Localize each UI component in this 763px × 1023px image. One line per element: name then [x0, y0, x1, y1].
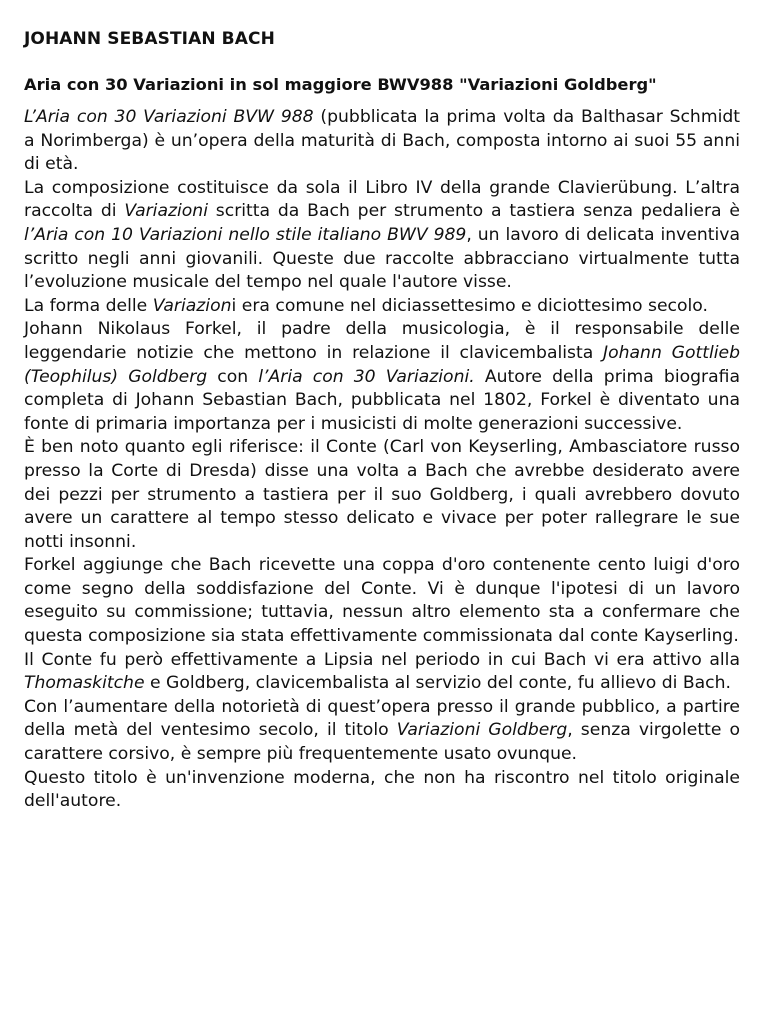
italic-text: L’Aria con 30 Variazioni BVW 988	[24, 107, 314, 127]
paragraph-text: , senza virgolette o carattere corsivo, è sempre più frequentemente usato ovunque.	[24, 720, 740, 765]
paragraph	[24, 767, 740, 814]
italic-text: l’Aria con 30 Variazioni.	[258, 366, 475, 387]
paragraph-text: (pubblicata la prima volta da Balthasar Schmidt a Norimberga) è un’opera della maturità di Bach, composta intorno ai suoi 55 anni di età.	[24, 107, 740, 175]
paragraph	[24, 106, 740, 177]
author-heading: JOHANN SEBASTIAN BACH	[24, 29, 275, 49]
paragraph-text: Il Conte fu però effettivamente a Lipsia nel periodo in cui Bach vi era attivo alla	[24, 649, 740, 670]
paragraph-text: i era comune nel diciassettesimo e diciottesimo secolo.	[231, 295, 708, 316]
work-title: Aria con 30 Variazioni in sol maggiore BWV988 "Variazioni Goldberg"	[24, 75, 657, 94]
italic-text: Variazioni	[124, 201, 208, 222]
paragraph-text: , un lavoro di delicata inventiva scritto negli anni giovanili. Queste due raccolte abbracciano virtualmente tutta l’evoluzione musicale del tempo nel quale l'autore visse.	[24, 224, 741, 293]
paragraph-text: Con l’aumentare della notorietà di quest’opera presso il grande pubblico, a partire della metà del ventesimo secolo, il titolo	[24, 696, 740, 741]
italic-text: l’Aria con 10 Variazioni nello stile italiano BWV 989	[24, 224, 467, 245]
paragraph	[24, 554, 740, 648]
document-page	[24, 28, 740, 814]
paragraph	[24, 696, 740, 767]
paragraph-text: È ben noto quanto egli riferisce: il Conte (Carl von Keyserling, Ambasciatore russo presso la Corte di Dresda) disse una volta a Bach che avrebbe desiderato avere dei pezzi per strumento a tastiera per il suo Goldberg, i quali avrebbero dovuto avere un carattere al tempo stesso delicato e vivace per poter rallegrare le sue notti insonni.	[24, 437, 740, 552]
paragraph-text: Johann Nikolaus Forkel, il padre della musicologia, è il responsabile delle leggendarie notizie che mettono in relazione il clavicembalista	[24, 319, 740, 363]
paragraph	[24, 177, 740, 295]
paragraph-text: La composizione costituisce da sola il Libro IV della grande Clavierübung. L’altra raccolta di	[24, 177, 740, 222]
document-body	[24, 106, 740, 814]
italic-text: Variazioni Goldberg	[396, 720, 568, 741]
paragraph-text: Questo titolo è un'invenzione moderna, che non ha riscontro nel titolo originale dell'autore.	[24, 767, 740, 812]
paragraph	[24, 436, 740, 554]
italic-text: Johann Gottlieb (Teophilus) Goldberg	[24, 342, 740, 387]
paragraph	[24, 649, 740, 696]
paragraph-text: La forma delle	[24, 295, 153, 316]
paragraph	[24, 295, 740, 319]
paragraph-text: scritta da Bach per strumento a tastiera senza pedaliera è	[207, 201, 740, 222]
paragraph-text: con	[207, 366, 259, 387]
paragraph-text: Autore della prima biografia completa di Johann Sebastian Bach, pubblicata nel 1802, Forkel è diventato una fonte di primaria importanza per i musicisti di molte generazioni successive.	[24, 366, 740, 434]
italic-text: Thomaskitche	[24, 673, 145, 694]
italic-text: Variazion	[152, 295, 232, 316]
paragraph-text: e Goldberg, clavicembalista al servizio del conte, fu allievo di Bach.	[144, 673, 731, 694]
paragraph	[24, 318, 740, 436]
paragraph-text: Forkel aggiunge che Bach ricevette una coppa d'oro contenente cento luigi d'oro come segno della soddisfazione del Conte. Vi è dunque l'ipotesi di un lavoro eseguito su commissione; tuttavia, nessun altro elemento sta a confermare che questa composizione sia stata effettivamente commissionata dal conte Kayserling.	[24, 555, 740, 647]
